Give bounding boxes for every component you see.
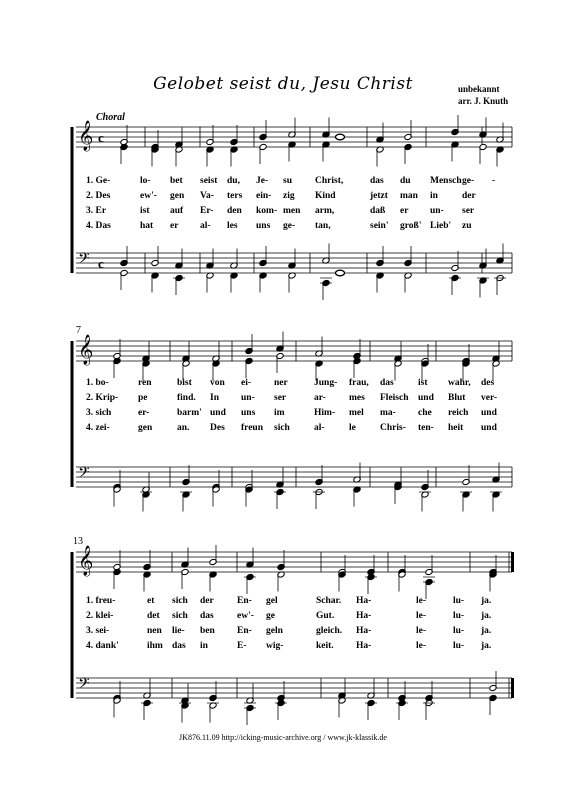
lyric-syllable: ten- <box>418 423 434 433</box>
verse-2-line <box>0 393 566 405</box>
lyric-syllable: ben <box>200 626 215 636</box>
time-signature-icon: c <box>98 130 104 145</box>
lyric-syllable: des <box>481 378 495 388</box>
lyric-syllable: Lieb' <box>430 221 452 231</box>
lyric-syllable: Er- <box>200 206 214 216</box>
verse-4-line <box>0 423 566 435</box>
time-signature-icon: c <box>98 256 104 271</box>
lyric-syllable: men <box>283 206 301 216</box>
treble-clef-icon: 𝄞 <box>78 335 94 364</box>
lyric-syllable: Chris- <box>380 423 406 433</box>
lyric-syllable: 3. sich <box>86 408 112 418</box>
lyric-syllable: - <box>492 176 496 186</box>
lyric-syllable: und <box>481 408 497 418</box>
verse-1-line <box>0 176 566 188</box>
whole-note <box>336 270 345 276</box>
lyric-syllable: reich <box>448 408 469 418</box>
lyric-syllable: uns <box>256 221 271 231</box>
lyric-syllable: 2. Krip- <box>86 393 119 403</box>
lyric-syllable: und <box>418 393 434 403</box>
lyric-syllable: le- <box>416 626 427 636</box>
lyric-syllable: er- <box>138 408 150 418</box>
verse-3-line <box>0 206 566 218</box>
lyric-syllable: keit. <box>316 641 334 651</box>
lyric-syllable: ist <box>418 378 428 388</box>
lyric-syllable: das <box>200 611 214 621</box>
lyric-syllable: ren <box>138 378 152 388</box>
lyric-syllable: En- <box>237 596 252 606</box>
tempo-mark: Choral <box>96 112 125 123</box>
bass-clef-icon: 𝄢 <box>78 250 90 270</box>
treble-staff <box>76 334 512 366</box>
lyric-syllable: 4. zei- <box>86 423 110 433</box>
lyric-syllable: bet <box>170 176 183 186</box>
measure-number: 13 <box>73 536 83 547</box>
lyric-syllable: tan, <box>315 221 331 231</box>
lyric-syllable: Ha- <box>356 641 372 651</box>
composer-name: unbekannt <box>458 84 500 94</box>
lyric-syllable: En- <box>237 626 252 636</box>
lyric-syllable: le- <box>416 641 427 651</box>
bass-staff <box>76 250 512 273</box>
lyric-syllable: pe <box>138 393 148 403</box>
lyric-syllable: Kind <box>315 191 336 201</box>
lyric-syllable: lu- <box>453 611 465 621</box>
lyric-syllable: wahr, <box>448 378 471 388</box>
lyric-syllable: den <box>227 206 242 216</box>
lyric-syllable: find. <box>177 393 196 403</box>
lyric-syllable: Ha- <box>356 626 372 636</box>
lyric-syllable: E- <box>237 641 247 651</box>
lyric-syllable: Je- <box>256 176 269 186</box>
lyric-syllable: arm, <box>315 206 335 216</box>
lyric-syllable: 4. dank' <box>86 641 119 651</box>
lyric-syllable: uns <box>241 408 256 418</box>
lyric-syllable: lu- <box>453 626 465 636</box>
lyric-syllable: 4. Das <box>86 221 111 231</box>
lyric-syllable: ja. <box>481 596 492 606</box>
bass-clef-icon: 𝄢 <box>78 675 90 695</box>
lyric-syllable: Des <box>210 423 225 433</box>
lyric-syllable: ser <box>274 393 287 403</box>
lyric-syllable: 1. Ge- <box>86 176 111 186</box>
lyric-syllable: mel <box>349 408 364 418</box>
lyric-syllable: det <box>147 611 160 621</box>
verse-2-line <box>0 191 566 203</box>
lyric-syllable: ver- <box>481 393 497 403</box>
lyric-syllable: lie- <box>172 626 185 636</box>
lyric-syllable: frau, <box>349 378 369 388</box>
lyric-syllable: ge- <box>283 221 296 231</box>
lyric-syllable: lu- <box>453 641 465 651</box>
treble-staff <box>76 545 514 577</box>
lyric-syllable: Jung- <box>314 378 338 388</box>
lyric-syllable: das <box>370 176 384 186</box>
lyric-syllable: les <box>227 221 238 231</box>
lyric-syllable: du, <box>227 176 240 186</box>
lyric-syllable: 2. Des <box>86 191 111 201</box>
lyric-syllable: sein' <box>370 221 389 231</box>
lyric-syllable: che <box>418 408 432 418</box>
lyric-syllable: sich <box>172 596 188 606</box>
lyric-syllable: das <box>380 378 394 388</box>
lyric-syllable: Va- <box>200 191 214 201</box>
verse-4-line <box>0 221 566 233</box>
lyric-syllable: nen <box>147 626 162 636</box>
lyric-syllable: ja. <box>481 626 492 636</box>
lyric-syllable: groß' <box>400 221 422 231</box>
lyric-syllable: lu- <box>453 596 465 606</box>
lyric-syllable: du <box>400 176 411 186</box>
lyric-syllable: an. <box>177 423 190 433</box>
lyric-syllable: ja. <box>481 641 492 651</box>
lyric-syllable: daß <box>370 206 386 216</box>
lyric-syllable: ters <box>227 191 243 201</box>
lyric-syllable: sich <box>274 423 290 433</box>
lyric-syllable: le- <box>416 596 427 606</box>
lyric-syllable: das <box>172 641 186 651</box>
lyric-syllable: ist <box>140 206 150 216</box>
treble-clef-icon: 𝄞 <box>78 546 94 575</box>
bass-staff <box>76 675 514 698</box>
lyric-syllable: 1. bo- <box>86 378 109 388</box>
lyric-syllable: gen <box>170 191 185 201</box>
lyric-syllable: mes <box>349 393 365 403</box>
lyric-syllable: al- <box>314 423 325 433</box>
lyric-syllable: Blut <box>448 393 466 403</box>
lyric-syllable: freun <box>241 423 263 433</box>
lyric-syllable: Ha- <box>356 611 372 621</box>
lyric-syllable: zig <box>283 191 295 201</box>
lyric-syllable: lo- <box>140 176 151 186</box>
song-title: Gelobet seist du, Jesu Christ <box>153 74 413 94</box>
arranger-name: arr. J. Knuth <box>458 96 509 106</box>
lyric-syllable: ew'- <box>140 191 157 201</box>
verse-1-line <box>0 596 566 608</box>
lyric-syllable: seist <box>200 176 218 186</box>
lyric-syllable: ma- <box>380 408 396 418</box>
lyric-syllable: und <box>481 423 497 433</box>
lyric-syllable: in <box>430 191 438 201</box>
lyric-syllable: le <box>349 423 356 433</box>
lyric-syllable: ner <box>274 378 288 388</box>
whole-note <box>336 134 345 140</box>
lyric-syllable: kom- <box>256 206 278 216</box>
lyric-syllable: gleich. <box>316 626 343 636</box>
verse-4-line <box>0 641 566 653</box>
lyric-syllable: er <box>400 206 409 216</box>
lyric-syllable: Gut. <box>316 611 335 621</box>
lyric-syllable: auf <box>170 206 184 216</box>
lyric-syllable: gen <box>138 423 153 433</box>
verse-1-line <box>0 378 566 390</box>
lyric-syllable: Mensch <box>430 176 462 186</box>
lyric-syllable: ihm <box>147 641 163 651</box>
treble-clef-icon: 𝄞 <box>78 121 94 150</box>
lyric-syllable: un- <box>430 206 444 216</box>
lyric-syllable: Him- <box>314 408 336 418</box>
lyric-syllable: 1. freu- <box>86 596 116 606</box>
lyric-syllable: ge- <box>462 176 475 186</box>
lyric-syllable: 3. Er <box>86 206 107 216</box>
lyric-syllable: sich <box>172 611 188 621</box>
lyric-syllable: ei- <box>241 378 252 388</box>
lyric-syllable: bist <box>177 378 192 388</box>
lyric-syllable: ew'- <box>237 611 254 621</box>
lyric-syllable: zu <box>462 221 472 231</box>
lyric-syllable: 2. klei- <box>86 611 114 621</box>
lyric-syllable: man <box>400 191 418 201</box>
lyric-syllable: heit <box>448 423 464 433</box>
lyric-syllable: In <box>210 393 219 403</box>
lyric-syllable: ja. <box>481 611 492 621</box>
lyric-syllable: hat <box>140 221 154 231</box>
lyric-syllable: jetzt <box>370 191 388 201</box>
lyric-syllable: barm' <box>177 408 202 418</box>
lyric-syllable: ar- <box>314 393 326 403</box>
lyric-syllable: le- <box>416 611 427 621</box>
lyric-syllable: su <box>283 176 292 186</box>
lyric-syllable: der <box>462 191 476 201</box>
lyric-syllable: al- <box>200 221 211 231</box>
lyric-syllable: ein- <box>256 191 272 201</box>
lyric-syllable: der <box>200 596 214 606</box>
lyric-syllable: von <box>210 378 225 388</box>
lyric-syllable: geln <box>266 626 283 636</box>
lyric-syllable: im <box>274 408 285 418</box>
verse-2-line <box>0 611 566 623</box>
lyric-syllable: Christ, <box>315 176 344 186</box>
lyric-syllable: in <box>200 641 208 651</box>
lyric-syllable: gel <box>266 596 278 606</box>
lyric-syllable: ser <box>462 206 475 216</box>
bass-staff <box>76 464 512 487</box>
verse-3-line <box>0 408 566 420</box>
lyric-syllable: Ha- <box>356 596 372 606</box>
lyric-syllable: 3. sei- <box>86 626 110 636</box>
lyric-syllable: wig- <box>266 641 284 651</box>
bass-clef-icon: 𝄢 <box>78 464 90 484</box>
footer-credit: JK876.11.09 http://icking-music-archive.org / www.jk-klassik.de <box>179 733 387 742</box>
verse-3-line <box>0 626 566 638</box>
lyric-syllable: un- <box>241 393 255 403</box>
lyric-syllable: Schar. <box>316 596 342 606</box>
lyric-syllable: und <box>210 408 226 418</box>
lyric-syllable: Fleisch <box>380 393 409 403</box>
measure-number: 7 <box>76 325 81 336</box>
lyric-syllable: et <box>147 596 155 606</box>
lyric-syllable: er <box>170 221 179 231</box>
lyric-syllable: ge <box>266 611 275 621</box>
